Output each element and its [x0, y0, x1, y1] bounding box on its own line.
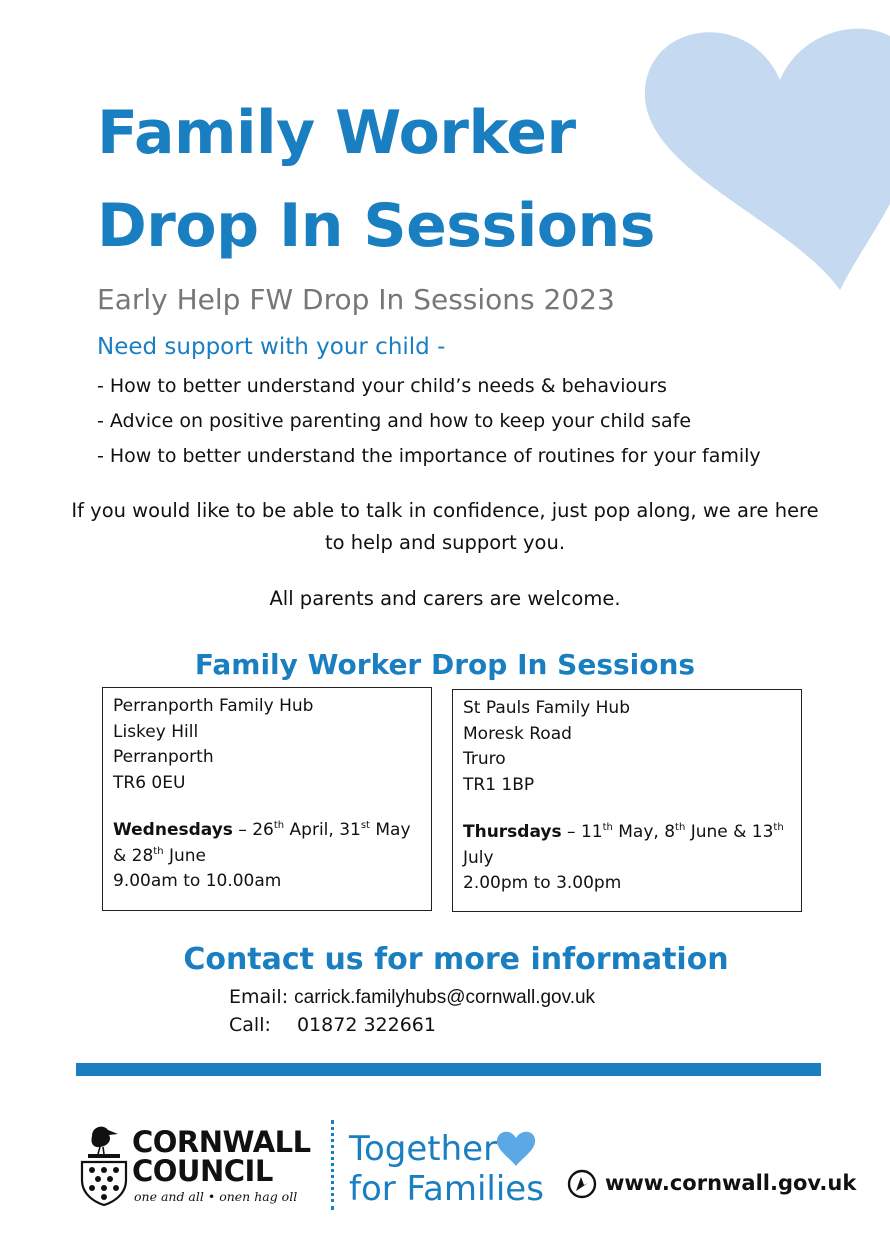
session-dates-cont: July [463, 847, 494, 868]
session-dates: Wednesdays – 26th April, 31st May [113, 820, 411, 840]
confidence-line-1: If you would like to be able to talk in confidence, just pop along, we are here [71, 499, 819, 522]
session-dates: Thursdays – 11th May, 8th June & 13th [463, 822, 784, 842]
session-dates-cont: & 28th June [113, 845, 206, 866]
session-box-st-pauls [452, 689, 802, 912]
website-link[interactable]: www.cornwall.gov.uk [605, 1171, 857, 1195]
phone-number[interactable]: 01872 322661 [296, 1014, 436, 1036]
confidence-line-2: to help and support you. [324, 531, 566, 554]
session-time: 2.00pm to 3.00pm [463, 873, 622, 893]
address-line: Liskey Hill [113, 721, 199, 742]
footer-divider [331, 1120, 334, 1210]
address-line: Perranporth [113, 747, 214, 767]
hub-name: St Pauls Family Hub [463, 698, 630, 718]
page-title-line1: Family Worker [97, 98, 576, 168]
tff-line2: for Families [349, 1169, 544, 1209]
cornwall-crest-icon [78, 1118, 130, 1206]
divider-bar [76, 1063, 821, 1076]
email-link[interactable]: carrick.familyhubs@cornwall.gov.uk [294, 987, 596, 1008]
session-time: 9.00am to 10.00am [113, 871, 282, 891]
hub-name: Perranporth Family Hub [113, 696, 314, 716]
session-day: Wednesdays [113, 820, 233, 840]
need-support-heading: Need support with your child - [97, 334, 446, 360]
heart-icon [640, 20, 890, 290]
welcome-text: All parents and carers are welcome. [269, 587, 621, 610]
page-title-line2: Drop In Sessions [97, 191, 655, 261]
cursor-globe-icon [566, 1168, 598, 1200]
tff-line1: Together [349, 1129, 498, 1169]
address-line: Truro [463, 749, 506, 769]
sessions-heading: Family Worker Drop In Sessions [194, 648, 696, 681]
bullet-item: - How to better understand the importance of routines for your family [97, 445, 761, 467]
bullet-item: - How to better understand your child’s needs & behaviours [97, 375, 667, 397]
contact-heading: Contact us for more information [183, 942, 729, 977]
council-motto: one and all • onen hag oll [134, 1189, 298, 1204]
bullet-item: - Advice on positive parenting and how to keep your child safe [97, 410, 692, 432]
postcode: TR6 0EU [113, 772, 186, 793]
postcode: TR1 1BP [463, 774, 535, 795]
email-label: Email: [229, 986, 289, 1008]
session-day: Thursdays [463, 822, 562, 842]
contact-call-row [229, 1014, 436, 1036]
confidence-text [60, 495, 830, 559]
council-name-line1: CORNWALL [132, 1125, 311, 1159]
page-subtitle: Early Help FW Drop In Sessions 2023 [97, 283, 615, 316]
contact-email-row [229, 986, 595, 1009]
address-line: Moresk Road [463, 723, 572, 744]
call-label: Call: [229, 1014, 271, 1036]
tff-heart-icon [494, 1128, 538, 1168]
council-name-line2: COUNCIL [132, 1154, 273, 1188]
session-box-perranporth [102, 687, 432, 911]
